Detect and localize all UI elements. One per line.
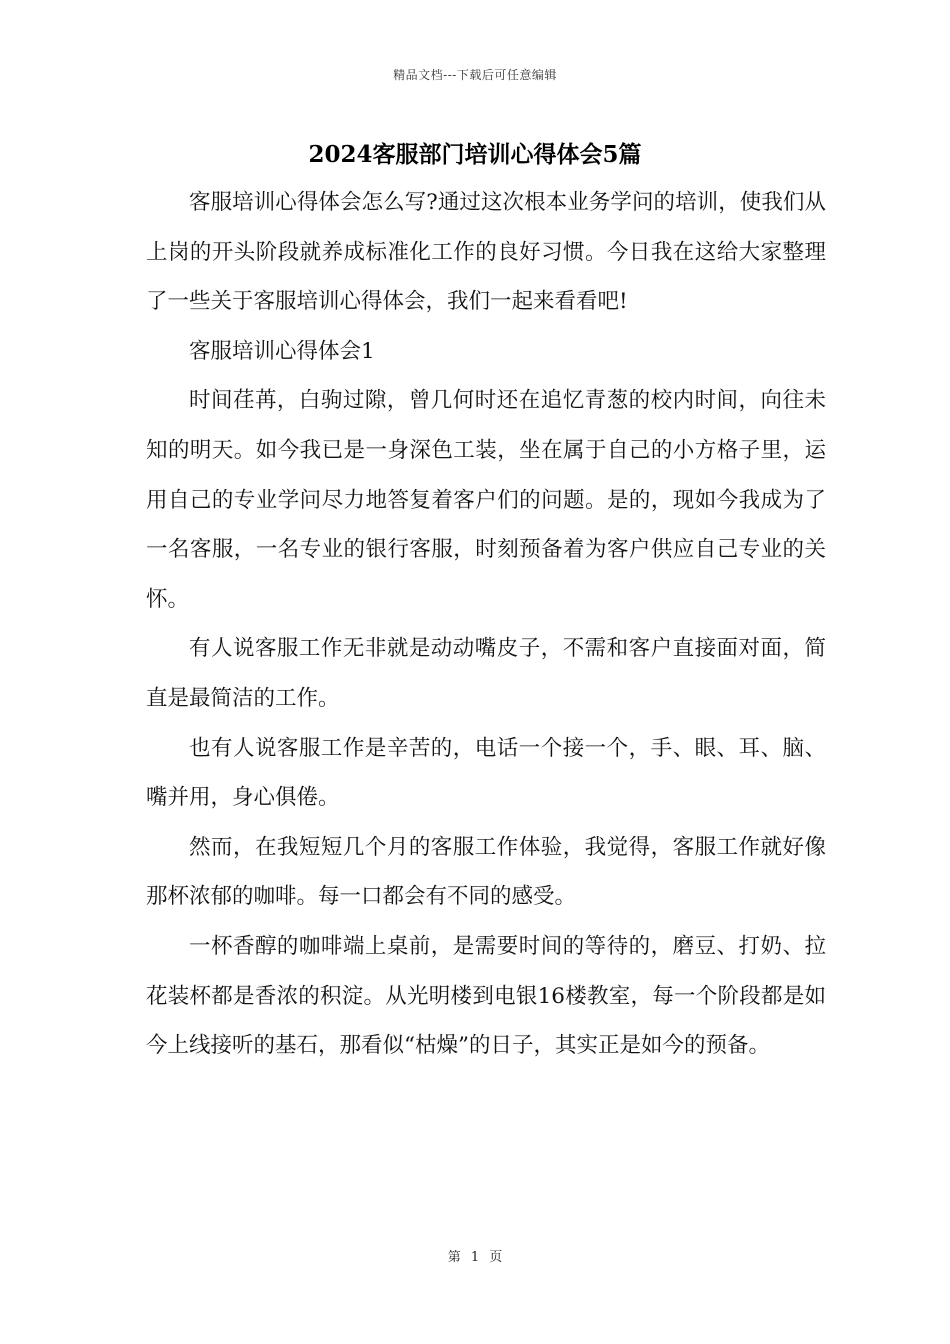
paragraph: 也有人说客服工作是辛苦的，电话一个接一个，手、眼、耳、脑、嘴并用，身心俱倦。	[146, 735, 826, 811]
page-number: 第 1 页	[447, 1250, 503, 1265]
paragraph: 有人说客服工作无非就是动动嘴皮子，不需和客户直接面对面，简直是最简洁的工作。	[146, 636, 826, 711]
paragraph: 时间荏苒，白驹过隙，曾几何时还在追忆青葱的校内时间，向往未知的明天。如今我已是一身深色工装，坐在属于自己的小方格子里，运用自己的专业学问尽力地答复着客户们的问题。是的，现如今我成为了一名客服，一名专业的银行客服，时刻预备着为客户供应自己专业的关怀。	[146, 388, 826, 612]
paragraph: 然而，在我短短几个月的客服工作体验，我觉得，客服工作就好像那杯浓郁的咖啡。每一口都会有不同的感受。	[146, 834, 826, 910]
header-note: 精品文档---下载后可任意编辑	[393, 68, 557, 82]
document-title: 2024客服部门培训心得体会5篇	[308, 141, 642, 168]
paragraph: 一杯香醇的咖啡端上桌前，是需要时间的等待的，磨豆、打奶、拉花装杯都是香浓的积淀。从光明楼到电银16楼教室，每一个阶段都是如今上线接听的基石，那看似“枯燥”的日子，其实正是如今的预备。	[146, 933, 826, 1059]
section-heading: 客服培训心得体会1	[189, 338, 375, 364]
document-body	[146, 178, 826, 1071]
paragraph-intro: 客服培训心得体会怎么写?通过这次根本业务学问的培训，使我们从上岗的开头阶段就养成标准化工作的良好习惯。今日我在这给大家整理了一些关于客服培训心得体会，我们一起来看看吧!	[146, 190, 826, 315]
